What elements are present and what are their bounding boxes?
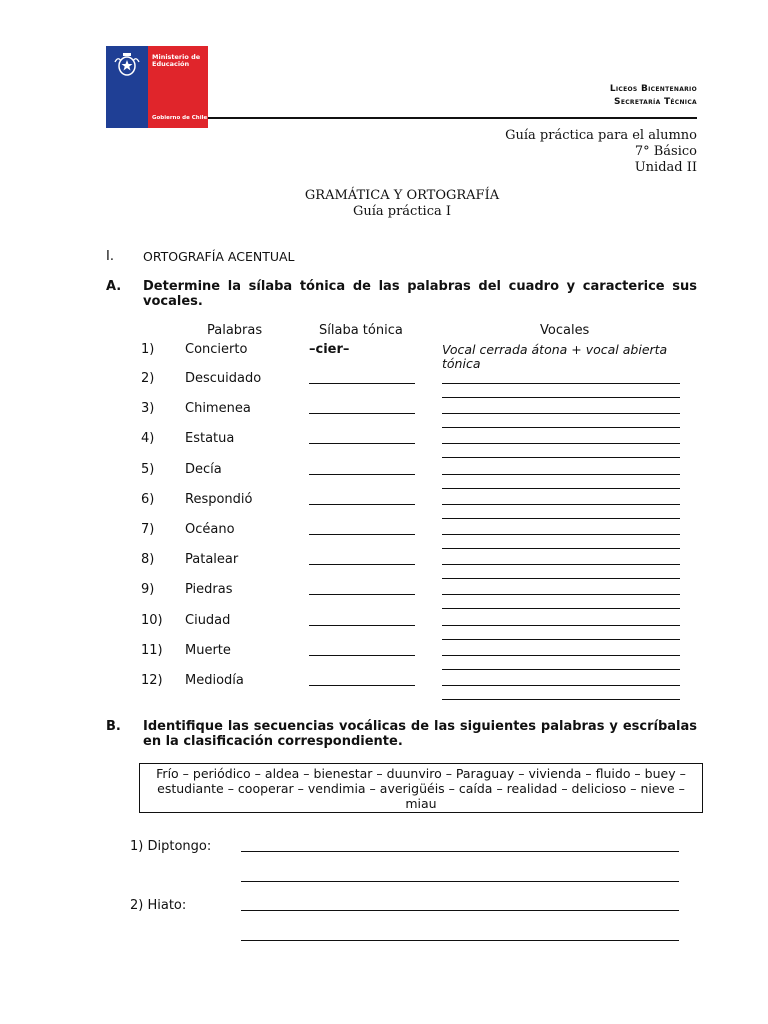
row-word: Ciudad — [185, 612, 231, 628]
section-I-number: I. — [106, 249, 114, 264]
header-institution — [610, 83, 697, 109]
diptongo-label: 1) Diptongo: — [130, 839, 212, 854]
row-word: Chimenea — [185, 401, 251, 417]
logo-blue-panel — [106, 46, 148, 128]
diptongo-answer-line-2[interactable] — [241, 881, 679, 882]
silaba-blank[interactable] — [309, 655, 415, 656]
title-line2: Guía práctica I — [352, 204, 452, 219]
section-I-heading: ORTOGRAFÍA ACENTUAL — [143, 249, 295, 264]
vocales-blank-line-1[interactable] — [442, 625, 680, 626]
example-vocales: Vocal cerrada átona + vocal abierta tónica — [442, 342, 668, 371]
row-number: 12) — [141, 673, 163, 688]
vocales-blank-line-2[interactable] — [442, 699, 680, 700]
vocales-blank-line-1[interactable] — [442, 413, 680, 414]
row-word: Estatua — [185, 431, 235, 447]
hiato-label: 2) Hiato: — [130, 898, 187, 913]
silaba-blank[interactable] — [309, 564, 415, 565]
example-silaba: –cier– — [309, 342, 350, 357]
logo-gobierno: Gobierno de Chile — [152, 115, 208, 121]
header-vocales: Vocales — [540, 323, 590, 338]
section-B-number: B. — [106, 719, 121, 734]
vocales-blank-line-1[interactable] — [442, 685, 680, 686]
row-number: 10) — [141, 612, 163, 628]
diptongo-answer-line-1[interactable] — [241, 851, 679, 852]
section-A-instruction: Determine la sílaba tónica de las palabras del cuadro y caracterice sus vocales. — [143, 279, 697, 309]
guide-unit: Unidad II — [634, 160, 697, 175]
vocales-blank-line-2[interactable] — [442, 578, 680, 579]
row-word: Concierto — [185, 342, 248, 357]
title-line1: GRAMÁTICA Y ORTOGRAFÍA — [304, 188, 500, 203]
row-number: 3) — [141, 401, 155, 417]
vocales-blank-line-1[interactable] — [442, 534, 680, 535]
ministerio-logo — [106, 46, 208, 128]
vocales-blank-line-1[interactable] — [442, 655, 680, 656]
row-word: Decía — [185, 461, 222, 477]
header-palabras: Palabras — [207, 323, 263, 338]
vocales-blank-line-2[interactable] — [442, 548, 680, 549]
vocales-blank-line-1[interactable] — [442, 474, 680, 475]
silaba-blank[interactable] — [309, 594, 415, 595]
row-word: Piedras — [185, 582, 233, 598]
row-number: 5) — [141, 461, 155, 477]
header-silaba: Sílaba tónica — [319, 323, 403, 338]
silaba-blank[interactable] — [309, 534, 415, 535]
silaba-blank[interactable] — [309, 685, 415, 686]
row-number: 7) — [141, 522, 155, 537]
vocales-blank-line-2[interactable] — [442, 457, 680, 458]
row-number: 6) — [141, 491, 155, 507]
logo-red-panel — [148, 46, 208, 128]
row-number: 4) — [141, 431, 155, 447]
vocales-blank-line-2[interactable] — [442, 608, 680, 609]
vocales-blank-line-1[interactable] — [442, 383, 680, 384]
silaba-blank[interactable] — [309, 413, 415, 414]
row-word: Patalear — [185, 552, 239, 568]
row-number: 1) — [141, 342, 155, 357]
row-number: 11) — [141, 642, 163, 658]
vocales-blank-line-2[interactable] — [442, 518, 680, 519]
silaba-blank[interactable] — [309, 383, 415, 384]
vocales-blank-line-2[interactable] — [442, 639, 680, 640]
logo-ministry-line1: Ministerio de — [152, 53, 201, 61]
coat-of-arms-icon — [112, 52, 142, 78]
liceos-bicentenario: Liceos Bicentenario — [609, 84, 697, 94]
silaba-blank[interactable] — [309, 474, 415, 475]
guide-type: Guía práctica para el alumno — [505, 128, 697, 143]
vocales-blank-line-2[interactable] — [442, 427, 680, 428]
secretaria-tecnica: Secretaría Técnica — [614, 97, 697, 107]
silaba-blank[interactable] — [309, 443, 415, 444]
vocales-blank-line-2[interactable] — [442, 488, 680, 489]
vocales-blank-line-2[interactable] — [442, 397, 680, 398]
vocales-blank-line-1[interactable] — [442, 504, 680, 505]
word-list-box: Frío – periódico – aldea – bienestar – duunviro – Paraguay – vivienda – fluido – buey – estudiante – cooperar – vendimia – averigüéis – caída – realidad – delicioso – nieve – miau — [139, 763, 703, 813]
section-A-number: A. — [106, 279, 122, 294]
row-word: Descuidado — [185, 371, 262, 386]
vocales-blank-line-1[interactable] — [442, 443, 680, 444]
row-word: Océano — [185, 522, 235, 537]
vocales-blank-line-2[interactable] — [442, 669, 680, 670]
logo-ministry-line2: Educación — [152, 60, 190, 68]
row-word: Respondió — [185, 491, 253, 507]
row-word: Mediodía — [185, 673, 244, 688]
guide-info — [505, 128, 697, 176]
guide-grade: 7° Básico — [634, 144, 697, 159]
row-number: 8) — [141, 552, 155, 568]
document-title — [0, 188, 768, 220]
vocales-blank-line-1[interactable] — [442, 594, 680, 595]
silaba-blank[interactable] — [309, 504, 415, 505]
vocales-blank-line-1[interactable] — [442, 564, 680, 565]
row-word: Muerte — [185, 642, 231, 658]
silaba-blank[interactable] — [309, 625, 415, 626]
row-number: 9) — [141, 582, 155, 598]
row-number: 2) — [141, 371, 155, 386]
hiato-answer-line-1[interactable] — [241, 910, 679, 911]
section-B-instruction: Identifique las secuencias vocálicas de las siguientes palabras y escríbalas en la clasificación correspondiente. — [143, 719, 697, 749]
header-divider — [208, 117, 697, 119]
hiato-answer-line-2[interactable] — [241, 940, 679, 941]
